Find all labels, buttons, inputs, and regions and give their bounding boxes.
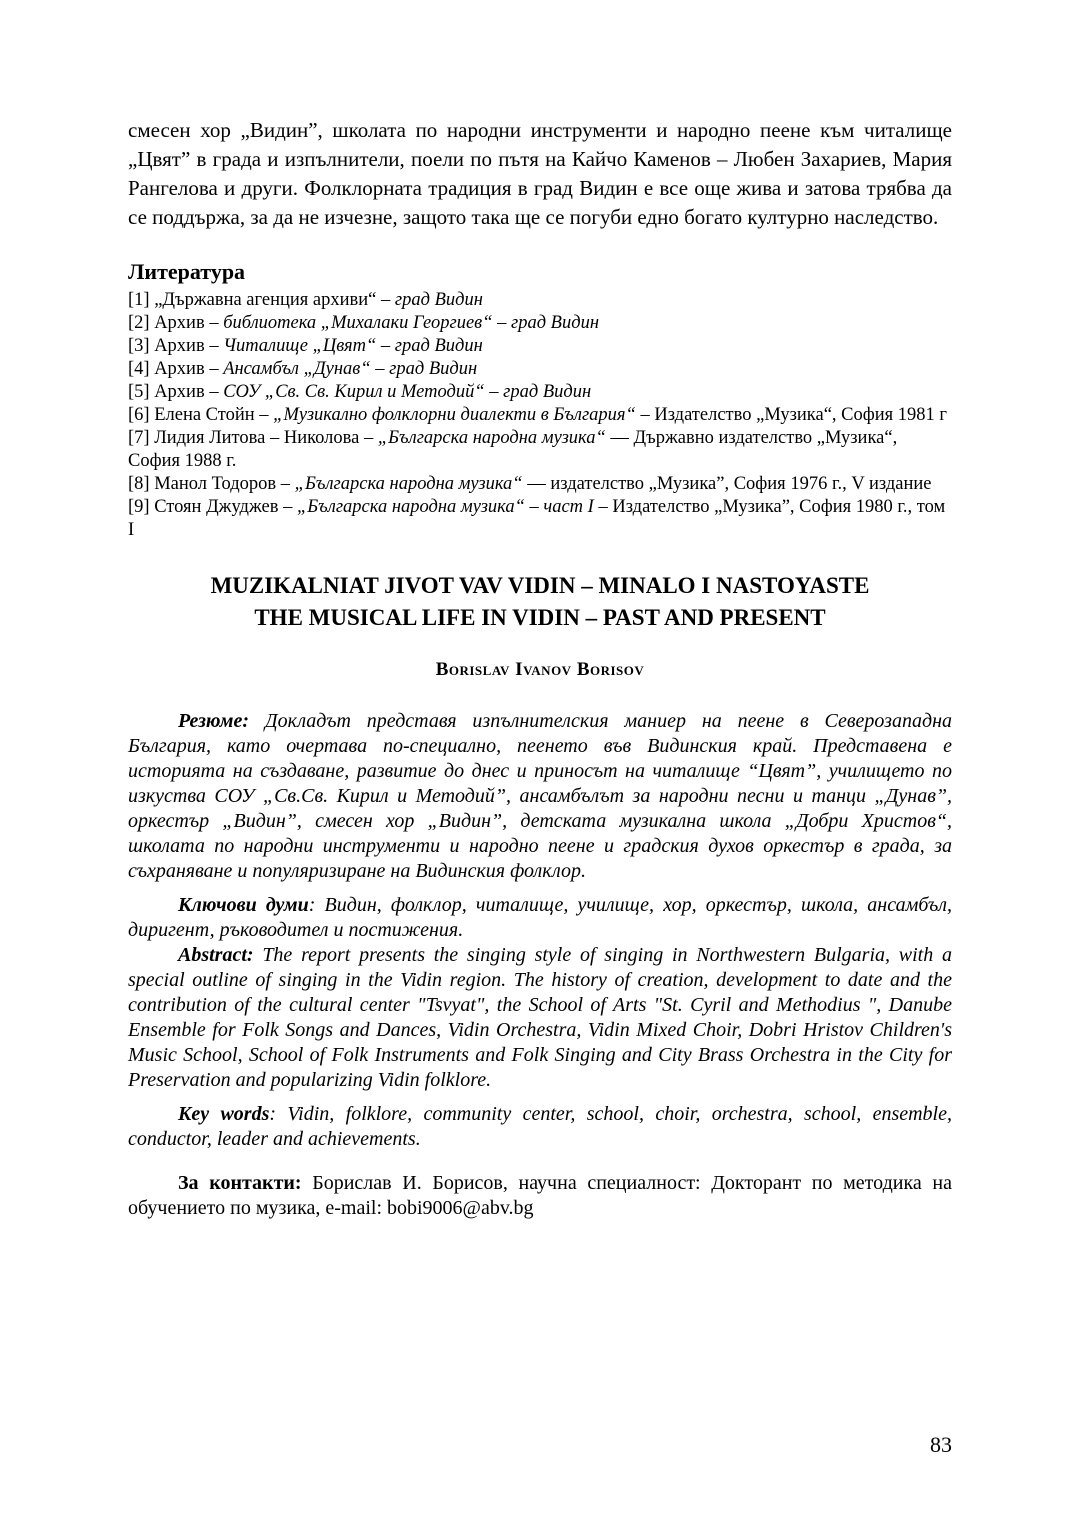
keywords-english <box>128 1102 952 1152</box>
text-run: [7] Лидия Литова – Николова – <box>128 428 378 448</box>
text-run: СОУ „Св. Св. Кирил и Методий“ – град Видин <box>223 382 592 402</box>
text-run: [6] Елена Стойн – <box>128 405 274 425</box>
text-run: Ключови думи <box>178 894 309 916</box>
page-number: 83 <box>930 1432 952 1457</box>
text-run: – Издателство „Музика“, София 1981 г <box>635 405 947 425</box>
text-run: — издателство „Музика”, София 1976 г., V издание <box>522 474 932 494</box>
contact-info <box>128 1171 952 1221</box>
reference-item <box>128 404 952 427</box>
reference-item <box>128 358 952 381</box>
text-run: „Българска народна музика“ <box>294 474 523 494</box>
abstract-bulgarian <box>128 709 952 884</box>
text-run: : Vidin, folklore, community center, school, choir, orchestra, school, ensemble, conductor, leader and achievements. <box>128 1103 952 1150</box>
text-run: Ансамбъл „Дунав“ – град Видин <box>223 359 478 379</box>
reference-list <box>128 289 952 542</box>
text-run: библиотека „Михалаки Георгиев“ – град Видин <box>223 313 600 333</box>
intro-paragraph: смесен хор „Видин”, школата по народни инструменти и народно пеене към читалище „Цвят” в града и изпълнители, поели по пътя на Кайчо Каменов – Любен Захариев, Мария Рангелова и други. Фолклорната традиция в град Видин е все още жива и затова трябва да се поддържа, за да не изчезне, защото така ще се погуби едно богато културно наследство. <box>128 118 952 229</box>
reference-item <box>128 335 952 358</box>
text-run: [2] Архив – <box>128 313 224 333</box>
reference-item <box>128 473 952 496</box>
abstract-english <box>128 943 952 1093</box>
text-run: Key words <box>178 1103 270 1125</box>
text-run: Резюме: <box>178 710 265 732</box>
text-run: : Видин, фолклор, читалище, училище, хор, оркестър, школа, ансамбъл, диригент, ръководител и постижения. <box>128 894 952 941</box>
article-title-transliterated: MUZIKALNIAT JIVOT VAV VIDIN – MINALO I NASTOYASTE <box>210 573 870 598</box>
text-run: „Българска народна музика“ <box>377 428 606 448</box>
text-run: [3] Архив – <box>128 336 224 356</box>
text-run: За контакти: <box>178 1172 313 1194</box>
text-run: – град Видин <box>381 290 483 310</box>
text-run: Борислав И. Борисов, научна специалност: Докторант по методика на обучението по музика, e-mail: bobi9006@abv.bg <box>128 1172 952 1219</box>
reference-item <box>128 289 952 312</box>
text-run: — Държавно издателство „Музика“, София 1988 г. <box>128 428 898 471</box>
text-run: [5] Архив – <box>128 382 224 402</box>
literature-heading: Литература <box>128 259 246 284</box>
text-run: Читалище „Цвят“ – град Видин <box>223 336 483 356</box>
text-run: [1] „Държавна агенция архиви“ <box>128 290 381 310</box>
article-title-english: THE MUSICAL LIFE IN VIDIN – PAST AND PRESENT <box>254 605 826 630</box>
keywords-bulgarian <box>128 893 952 943</box>
text-run: „Българска народна музика“ – част I <box>296 497 594 517</box>
page-content <box>128 116 952 1221</box>
article-title <box>128 570 952 634</box>
reference-item <box>128 427 952 473</box>
text-run: [4] Архив – <box>128 359 224 379</box>
author-name: Borislav Ivanov Borisov <box>435 659 645 680</box>
reference-item <box>128 496 952 542</box>
text-run: [9] Стоян Джуджев – <box>128 497 297 517</box>
text-run: Abstract: <box>178 944 263 966</box>
reference-item <box>128 312 952 335</box>
text-run: „Музикално фолклорни диалекти в България“ <box>273 405 636 425</box>
text-run: Докладът представя изпълнителския маниер на пеене в Северозападна България, като очертава по-специално, пеенето във Видинския край. Представена е историята на създаване, развитие до днес и приносът на читалище “Цвят”, училището по изкуства СОУ „Св.Св. Кирил и Методий”, ансамбълът за народни песни и танци „Дунав”, оркестър „Видин”, смесен хор „Видин”, детската музикална школа „Добри Христов“, школата по народни инструменти и народно пеене и градския духов оркестър в града, за съхраняване и популяризиране на Видинския фолклор. <box>128 710 952 882</box>
reference-item <box>128 381 952 404</box>
text-run: The report presents the singing style of singing in Northwestern Bulgaria, with a special outline of singing in the Vidin region. The history of creation, development to date and the contribution of the cultural center "Tsvyat", the School of Arts "St. Cyril and Methodius ", Danube Ensemble for Folk Songs and Dances, Vidin Orchestra, Vidin Mixed Choir, Dobri Hristov Children's Music School, School of Folk Instruments and Folk Singing and City Brass Orchestra in the City for Preservation and popularizing Vidin folklore. <box>128 944 952 1091</box>
text-run: – Издателство „Музика”, София 1980 г., том I <box>128 497 946 540</box>
text-run: [8] Манол Тодоров – <box>128 474 295 494</box>
